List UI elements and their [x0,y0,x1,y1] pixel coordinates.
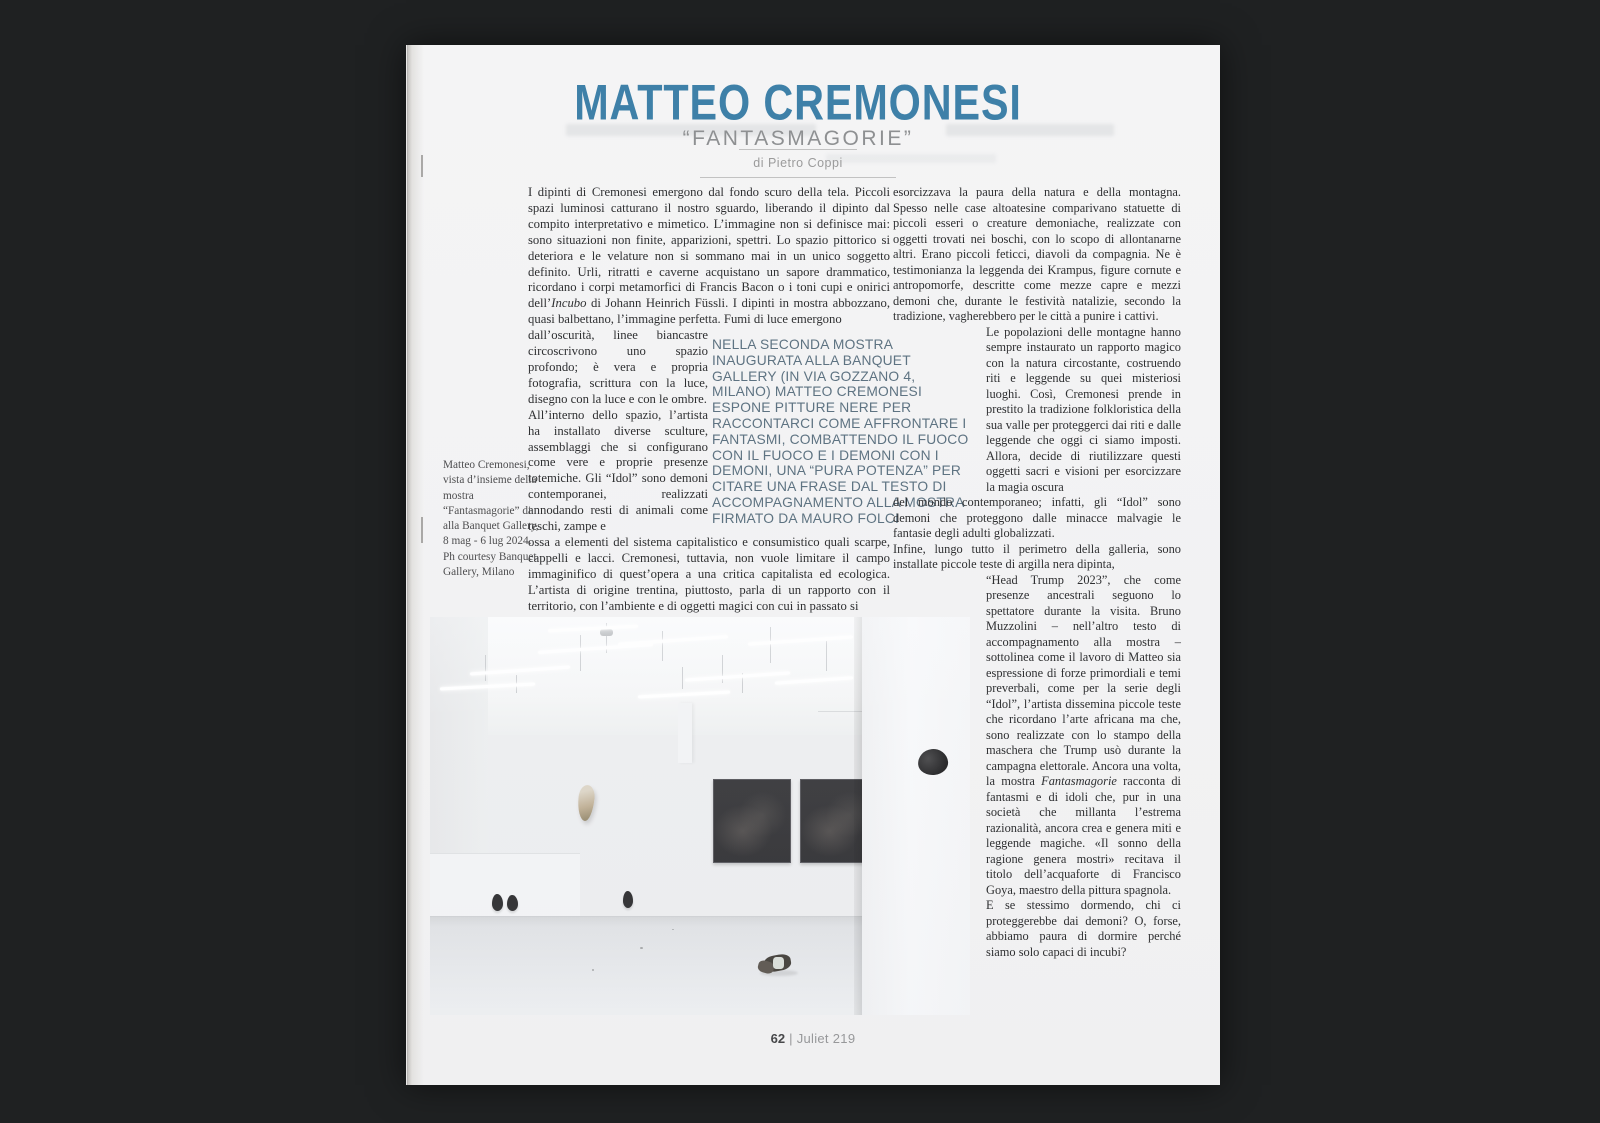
paragraph: All’interno dello spazio, l’artista ha installato diverse sculture, assemblaggi che si configurano come vere e proprie presenze totemiche. Gli “Idol” sono demoni contemporanei, realizzati annodando resti di animali come teschi, zampe e [528,407,708,534]
pendant-wire [580,635,581,671]
byline: di Pietro Coppi [753,156,843,170]
paragraph: Infine, lungo tutto il perimetro della galleria, sono installate piccole teste di argilla nera dipinta, [893,541,1181,571]
pull-quote: NELLA SECONDA MOSTRA INAUGURATA ALLA BANQUET GALLERY (IN VIA GOZZANO 4, MILANO) MATTEO CREMONESI ESPONE PITTURE NERE PER RACCONTARCI COME AFFRONTARE I FANTASMI, COMBATTENDO IL FUOCO CON IL FUOCO E I DEMONI CON I DEMONI, UNA “PURA POTENZA” PER CITARE UNA FRASE DAL TESTO DI ACCOMPAGNAMENTO ALLA MOSTRA FIRMATO DA MAURO FOLCI [712,337,969,526]
gallery-partition [862,617,970,1015]
issue-label: | Juliet 219 [789,1031,856,1046]
body-text: I dipinti di Cremonesi emergono dal fondo scuro della tela. Piccoli spazi luminosi catturano il nostro sguardo, liberando il dipinto dal compito interpretativo e mimetico. L’immagine non si definisce mai: sono situazioni non finite, apparizioni, spettri. Lo spazio pittorico si deteriora e le velature non si sommano mai in un unico soggetto definito. Urli, ritratti e caverne acquistano un sapore drammatico, ricordano i corpi metamorfici di Francis Bacon o i toni cupi e onirici dell’ [528,185,890,311]
body-text: “Head Trump 2023”, che come presenze ancestrali seguono lo spettatore durante la visita. Bruno Muzzolini – nell’altro testo di accompagnamento alla mostra – sottolinea come il lavoro di Matteo sia espressione di forze primordiali e temi preverbali, come per la serie degli “Idol”, l’artista dissemina piccole teste che ricordano l’arte africana ma che, sono realizzate con lo stampo della maschera che Trump usò durante la campagna elettorale. Ancora una volta, la mostra [986,572,1181,788]
foreground-sculpture [758,953,802,977]
paragraph: ossa a elementi del sistema capitalistico e consumistico quali scarpe, cappelli e lacci. Cremonesi, tuttavia, non vuole limitare il campo immaginifico di quest’opera a una critica capitalista ed ecologica. L’artista di origine trentina, piuttosto, parla di un rapporto con il territorio, con l’ambiente e di oggetti magici con cui in passato si [528,534,890,613]
page-footer [406,1031,1220,1046]
page-number: 62 [770,1031,786,1046]
paragraph: E se stessimo dormendo, chi ci proteggerebbe dai demoni? O, forse, abbiamo paura di dormire perché siamo solo capaci di incubi? [986,898,1181,959]
light-fixture-hub [600,629,613,636]
wall-sculpture [576,784,596,821]
paragraph: dall’oscurità, linee biancastre circoscrivono uno spazio profondo; è vera e propria fotografia, scrittura con la luce, disegno con la luce e con le ombre. [528,328,708,406]
paragraph: del mondo contemporaneo; infatti, gli “Idol” sono demoni che proteggono dalle minacce malvagie le fantasie degli adulti globalizzati. [893,495,1181,540]
paragraph [528,185,890,328]
byline-rule-top [739,149,857,150]
wrapped-text-block [986,573,1181,961]
sculpture-part [773,957,784,969]
pendant-wire [770,627,771,663]
paragraph: Le popolazioni delle montagne hanno sempre instaurato un rapporto magico con la natura circostante, costruendo riti e leggende su quei misteriosi luoghi. Così, Cremonesi prende in prestito la tradizione folkloristica della sua valle per proteggerci dai riti e dalle leggende che oggi ci siamo imposti. Allora, decide di riutilizzare questi oggetti sacri e visioni per esorcizzare la magia oscura [986,324,1181,494]
body-text-italic: Incubo [551,296,587,311]
gallery-photo [430,617,970,1015]
gallery-lower-wall [430,853,580,919]
floor-speck [672,929,674,930]
floor-speck [592,969,594,971]
wrapped-text-block [528,328,708,535]
pendant-wire [826,641,827,671]
article-title: MATTEO CREMONESI [574,74,1022,131]
floor-sculpture [623,891,633,908]
body-text-italic: Fantasmagorie [1041,774,1117,788]
spine-mark [421,517,423,543]
floor-shadow [430,917,862,927]
photo-caption: Matteo Cremonesi, vista d’insieme della mostra “Fantasmagorie” di alla Banquet Gallery, 8 mag - 6 lug 2024. Ph courtesy Banquet Gallery, Milano [443,459,539,579]
pendant-wire [722,655,723,683]
byline-rule-bottom [700,177,896,178]
pendant-wire [682,667,683,689]
paragraph [986,573,1181,899]
pendant-wire [485,655,486,681]
wrapped-text-block [986,325,1181,496]
floor-speck [640,947,643,949]
page-spine-shadow [406,45,424,1085]
gallery-ceiling [430,617,862,735]
ceiling-beam [678,703,692,763]
diptych-painting-left [713,779,791,863]
body-text: racconta di fantasmi e di idoli che, pur in una società che millanta l’estrema razionalità, ancora crea e genera miti e leggende magiche. «Il sonno della ragione genera mostri» recitava il titolo dell’acquaforte di Francisco Goya, maestro della pittura spagnola. [986,774,1181,897]
partition-seam [854,617,862,1015]
paragraph: esorcizzava la paura della natura e della montagna. Spesso nelle case altoatesine comparivano statuette di piccoli esseri o creature demoniache, realizzate con oggetti trovati nei boschi, con lo scopo di allontanarne altri. Erano piccoli feticci, diavoli da compagnia. Ne è testimonianza la leggenda dei Krampus, figure cornute e antropomorfe, descritte come mezze capre e mezzi demoni che, durante le festività natalizie, secondo la tradizione, vagherebbero per le città a punire i cattivi. [893,185,1181,323]
article-subtitle: “FANTASMAGORIE” [682,127,914,150]
pendant-wire [662,631,663,661]
byline-block [406,149,1190,178]
page-edge-highlight [406,45,407,1085]
body-text: di Johann Heinrich Füssli. I dipinti in mostra abbozzano, quasi balbettano, l’immagine perfetta. Fumi di luce emergono [528,296,890,327]
floor-sculpture [507,895,518,911]
magazine-page [406,45,1220,1085]
floor-sculpture [492,894,503,911]
